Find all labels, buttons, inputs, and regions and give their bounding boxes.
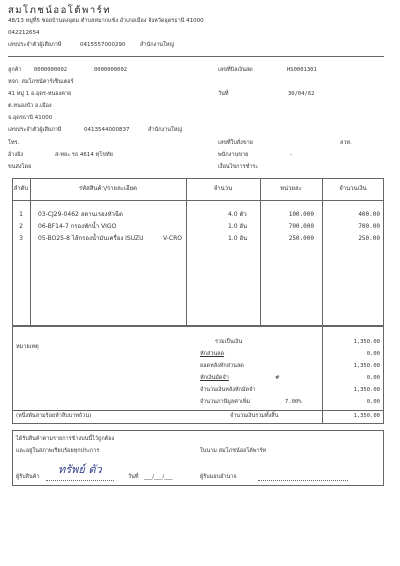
row-desc-suffix: V-CRO [163, 235, 182, 242]
total-label: รวมเป็นเงิน [215, 339, 243, 345]
doc-terms-label: ลวท. [340, 140, 352, 146]
receiver-signature: ทรัพย์ ตัว [58, 463, 102, 476]
vat-label: จำนวนภาษีมูลค่าเพิ่ม [200, 399, 251, 405]
receiver-label: ผู้รับสินค้า [16, 474, 40, 480]
discount-value: 0.00 [366, 351, 380, 357]
doc-due-label: เงื่อนไขการชำระ [218, 164, 259, 170]
row-no: 1 [19, 211, 23, 218]
customer-code-1: 0000000002 [34, 67, 68, 73]
customer-code-2: 0000000002 [94, 67, 128, 73]
row-qty: 1.0 อัน [228, 223, 248, 230]
row-amount: 250.00 [358, 235, 380, 242]
receive-date-blank: ___/___/___ [144, 474, 173, 480]
on-behalf-of: ในนาม สมโภชน์ออโต้พาร์ท [200, 448, 267, 454]
col-header-amount: จำนวนเงิน [339, 185, 367, 192]
deposit-mark: # [275, 375, 280, 381]
table-header-divider [12, 200, 384, 201]
row-desc: 05-BO25-8 ไส้กรองน้ำมันเครื่อง ISUZU [38, 235, 144, 242]
row-desc: 06-BF14-7 กรองพักน้ำ VIGO [38, 223, 117, 230]
row-price: 700.000 [288, 223, 314, 230]
vat-rate: 7.00% [285, 399, 302, 405]
company-address: 48/13 หมู่ที่5 ซอยบ้านดงอุดม ตำบลหมากแข้ง อำเภอเมือง จังหวัดอุดรธานี 41000 [8, 18, 204, 24]
row-no: 2 [19, 223, 23, 230]
doc-date: 30/04/62 [288, 91, 315, 97]
customer-tax-id: 0413544000837 [84, 127, 130, 133]
total-value: 1,350.00 [353, 339, 380, 345]
after-deposit-label: จำนวนเงินหลังหักมัดจำ [200, 387, 256, 393]
grand-total-label: จำนวนเงินรวมทั้งสิ้น [230, 413, 279, 419]
customer-ref-label: อ้างอิง [8, 152, 24, 158]
col-header-price: หน่วยละ [280, 185, 302, 192]
receipt-note-1: ได้รับสินค้าตามรายการข้างบนนี้ไว้ถูกต้อง [16, 436, 115, 442]
row-qty: 4.0 ตัว [228, 211, 247, 218]
row-no: 3 [19, 235, 23, 242]
remark-label: หมายเหตุ [16, 344, 39, 350]
deposit-label: หักเงินมัดจำ [200, 375, 229, 381]
deposit-value: 0.00 [366, 375, 380, 381]
customer-name: หจก. สมโภชน์คาร์เซ็นเตอร์ [8, 79, 74, 85]
row-amount: 700.00 [358, 223, 380, 230]
doc-no: HS0001301 [287, 67, 317, 73]
company-tax-label: เลขประจำตัวผู้เสียภาษี [8, 42, 62, 48]
header-divider [8, 56, 384, 57]
receive-date-label: วันที่ [128, 474, 139, 480]
customer-phone-label: โทร. [8, 140, 20, 146]
col-header-no: ลำดับ [13, 185, 29, 192]
row-amount: 400.00 [358, 211, 380, 218]
company-phone: 042212654 [8, 30, 40, 36]
after-discount-value: 1,350.00 [353, 363, 380, 369]
amount-in-words: (หนึ่งพันสามร้อยห้าสิบบาทถ้วน) [16, 413, 92, 419]
customer-address-1: 41 หมู่ 1 อ.อุดร-หนองคาย [8, 91, 72, 97]
receipt-note-2: และอยู่ในสภาพเรียบร้อยทุกประการ [16, 448, 100, 454]
customer-address-2: ต.หนองบัว อ.เมือง [8, 103, 52, 109]
company-name: สมโภชน์ออโต้พาร์ท [8, 5, 112, 16]
customer-tax-label: เลขประจำตัวผู้เสียภาษี [8, 127, 62, 133]
after-discount-label: ยอดหลังหักส่วนลด [200, 363, 244, 369]
doc-salesman-label: พนักงานขาย [218, 152, 249, 158]
row-desc: 03-CJ29-0462 ลดานเรองหัวฉีด [38, 211, 123, 218]
doc-date-label: วันที่ [218, 91, 229, 97]
company-tax-id: 0415557000290 [80, 42, 126, 48]
doc-no-label: เลขที่บิลเงินสด [218, 67, 253, 73]
after-deposit-value: 1,350.00 [353, 387, 380, 393]
col-header-qty: จำนวน [213, 185, 233, 192]
vat-value: 0.00 [366, 399, 380, 405]
customer-code-label: ลูกค้า [8, 67, 22, 73]
row-price: 250.000 [288, 235, 314, 242]
customer-ref-value: ส-ทยะ รถ 4614 ทุโขทัย [55, 152, 113, 158]
customer-branch: สำนักงานใหญ่ [148, 127, 183, 133]
company-branch: สำนักงานใหญ่ [140, 42, 175, 48]
grand-total-value: 1,350.00 [353, 413, 380, 419]
customer-address-3: จ.อุดรธานี 41000 [8, 115, 53, 121]
authorized-label: ผู้รับมอบอำนาจ [200, 474, 237, 480]
col-header-desc: รหัสสินค้า/รายละเอียด [78, 185, 138, 192]
row-price: 100.000 [288, 211, 314, 218]
discount-label: หักส่วนลด [200, 351, 225, 357]
doc-order-label: เลขที่ใบสั่งขาย [218, 140, 253, 146]
doc-salesman-value: - [290, 152, 292, 158]
row-qty: 1.0 อัน [228, 235, 248, 242]
customer-ship-label: ขนส่งโดย [8, 164, 32, 170]
